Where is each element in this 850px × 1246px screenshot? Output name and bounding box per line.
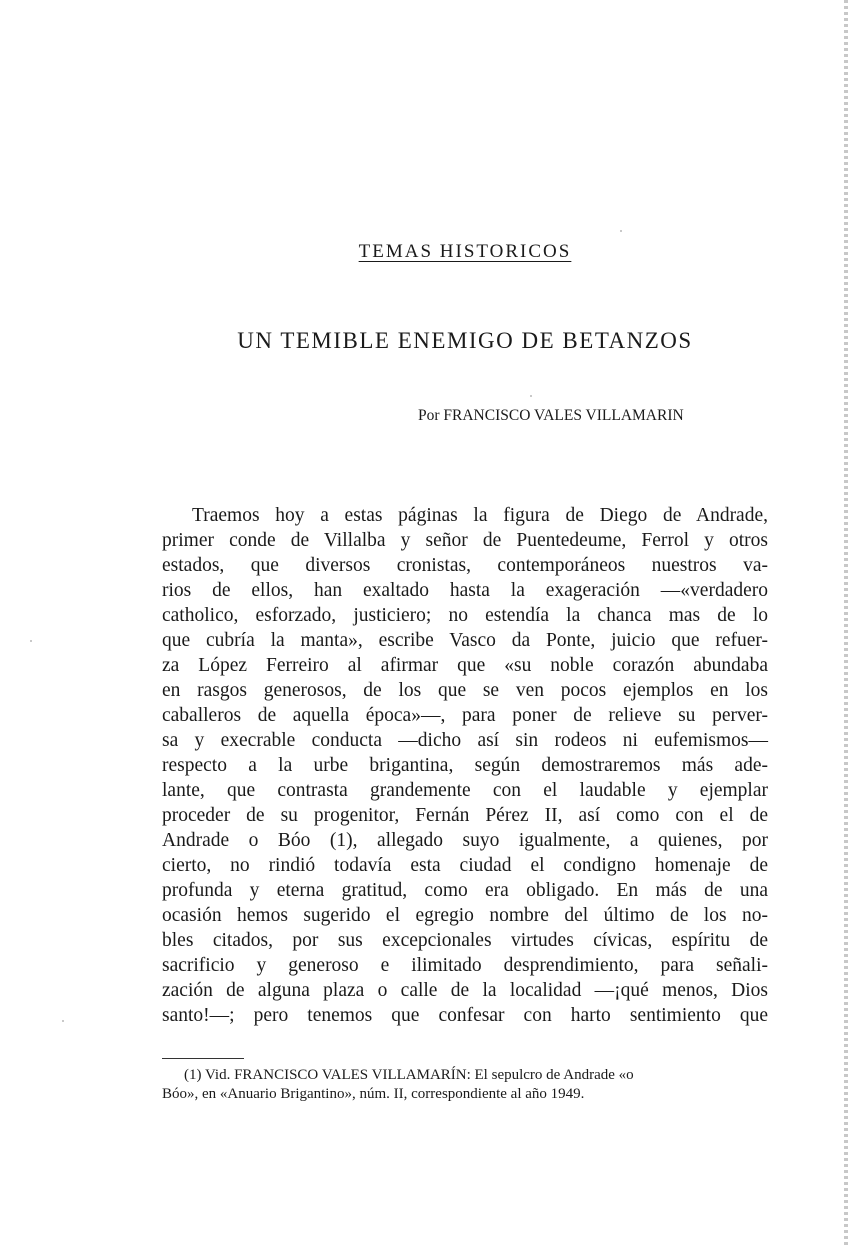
body-line: respecto a la urbe brigantina, según demostraremos más ade- — [162, 755, 768, 776]
article-body — [162, 503, 768, 1028]
body-line: za López Ferreiro al afirmar que «su noble corazón abundaba — [162, 655, 768, 676]
body-line: ocasión hemos sugerido el egregio nombre del último de los no- — [162, 905, 768, 926]
body-line: profunda y eterna gratitud, como era obligado. En más de una — [162, 880, 768, 901]
body-line: caballeros de aquella época»—, para poner de relieve su perver- — [162, 705, 768, 726]
body-line: en rasgos generosos, de los que se ven pocos ejemplos en los — [162, 680, 768, 701]
body-line: catholico, esforzado, justiciero; no estendía la chanca mas de lo — [162, 605, 768, 626]
body-line: rios de ellos, han exaltado hasta la exageración —«verdadero — [162, 580, 768, 601]
body-line: lante, que contrasta grandemente con el laudable y ejemplar — [162, 780, 768, 801]
body-line: primer conde de Villalba y señor de Puentedeume, Ferrol y otros — [162, 530, 768, 551]
body-line: proceder de su progenitor, Fernán Pérez II, así como con el de — [162, 805, 768, 826]
scan-speck — [530, 395, 532, 397]
scan-speck — [30, 640, 32, 642]
section-title: TEMAS HISTORICOS — [358, 241, 572, 262]
footnote-line: (1) Vid. FRANCISCO VALES VILLAMARÍN: El sepulcro de Andrade «o — [184, 1067, 634, 1083]
body-line: Andrade o Bóo (1), allegado suyo igualmente, a quienes, por — [162, 830, 768, 851]
body-line: bles citados, por sus excepcionales virtudes cívicas, espíritu de — [162, 930, 768, 951]
body-line: zación de alguna plaza o calle de la localidad —¡qué menos, Dios — [162, 980, 768, 1001]
article-title: UN TEMIBLE ENEMIGO DE BETANZOS — [237, 328, 693, 353]
footnote-divider — [162, 1058, 244, 1059]
byline: Por FRANCISCO VALES VILLAMARIN — [418, 407, 684, 424]
scan-speck — [62, 1020, 64, 1022]
footnote — [162, 1066, 768, 1104]
body-line: santo!—; pero tenemos que confesar con harto sentimiento que — [162, 1005, 768, 1026]
body-line: Traemos hoy a estas páginas la figura de Diego de Andrade, — [192, 505, 768, 526]
footnote-line: Bóo», en «Anuario Brigantino», núm. II, correspondiente al año 1949. — [162, 1086, 585, 1102]
body-line: sacrificio y generoso e ilimitado desprendimiento, para señali- — [162, 955, 768, 976]
body-line: cierto, no rindió todavía esta ciudad el condigno homenaje de — [162, 855, 768, 876]
body-line: que cubría la manta», escribe Vasco da Ponte, juicio que refuer- — [162, 630, 768, 651]
body-line: sa y execrable conducta —dicho así sin rodeos ni eufemismos— — [162, 730, 768, 751]
scan-edge-artifact — [844, 0, 848, 1246]
scan-speck — [620, 230, 622, 232]
body-line: estados, que diversos cronistas, contemporáneos nuestros va- — [162, 555, 768, 576]
